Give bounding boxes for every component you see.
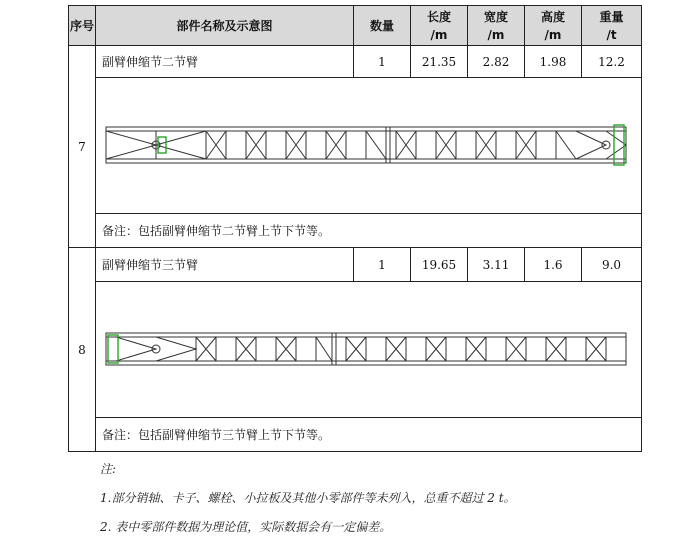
height-cell: 1.6 (525, 248, 582, 282)
footnote-line-2: 2. 表中零部件数据为理论值，实际数据会有一定偏差。 (100, 520, 392, 534)
footnote-title: 注: (100, 462, 117, 476)
diagram-row (69, 282, 642, 418)
component-table (68, 5, 642, 452)
boom-diagram-2 (96, 78, 642, 214)
qty-cell: 1 (354, 46, 411, 78)
component-name: 副臂伸缩节二节臂 (96, 46, 354, 78)
header-weight: 重量 /t (582, 6, 642, 46)
length-cell: 21.35 (411, 46, 468, 78)
note-row (69, 214, 642, 248)
row-index: 8 (69, 248, 96, 452)
width-cell: 3.11 (468, 248, 525, 282)
spec-sheet (68, 5, 641, 452)
table-row (69, 248, 642, 282)
width-cell: 2.82 (468, 46, 525, 78)
row-index: 7 (69, 46, 96, 248)
footnote-line-1: 1.部分销轴、卡子、螺栓、小拉板及其他小零部件等未列入，总重不超过 2 t。 (100, 491, 516, 505)
header-height: 高度 /m (525, 6, 582, 46)
table-row (69, 46, 642, 78)
boom-diagram-3 (96, 282, 642, 418)
header-index: 序号 (69, 6, 96, 46)
qty-cell: 1 (354, 248, 411, 282)
lattice-boom-drawing (96, 79, 640, 213)
component-name: 副臂伸缩节三节臂 (96, 248, 354, 282)
component-note: 备注：包括副臂伸缩节三节臂上节下节等。 (96, 418, 642, 452)
component-note: 备注：包括副臂伸缩节二节臂上节下节等。 (96, 214, 642, 248)
note-row (69, 418, 642, 452)
weight-cell: 12.2 (582, 46, 642, 78)
height-cell: 1.98 (525, 46, 582, 78)
weight-cell: 9.0 (582, 248, 642, 282)
diagram-row (69, 78, 642, 214)
header-qty: 数量 (354, 6, 411, 46)
header-width: 宽度 /m (468, 6, 525, 46)
header-length: 长度 /m (411, 6, 468, 46)
length-cell: 19.65 (411, 248, 468, 282)
table-header-row (69, 6, 642, 46)
lattice-boom-drawing (96, 283, 640, 417)
footnotes (100, 460, 516, 547)
header-name: 部件名称及示意图 (96, 6, 354, 46)
